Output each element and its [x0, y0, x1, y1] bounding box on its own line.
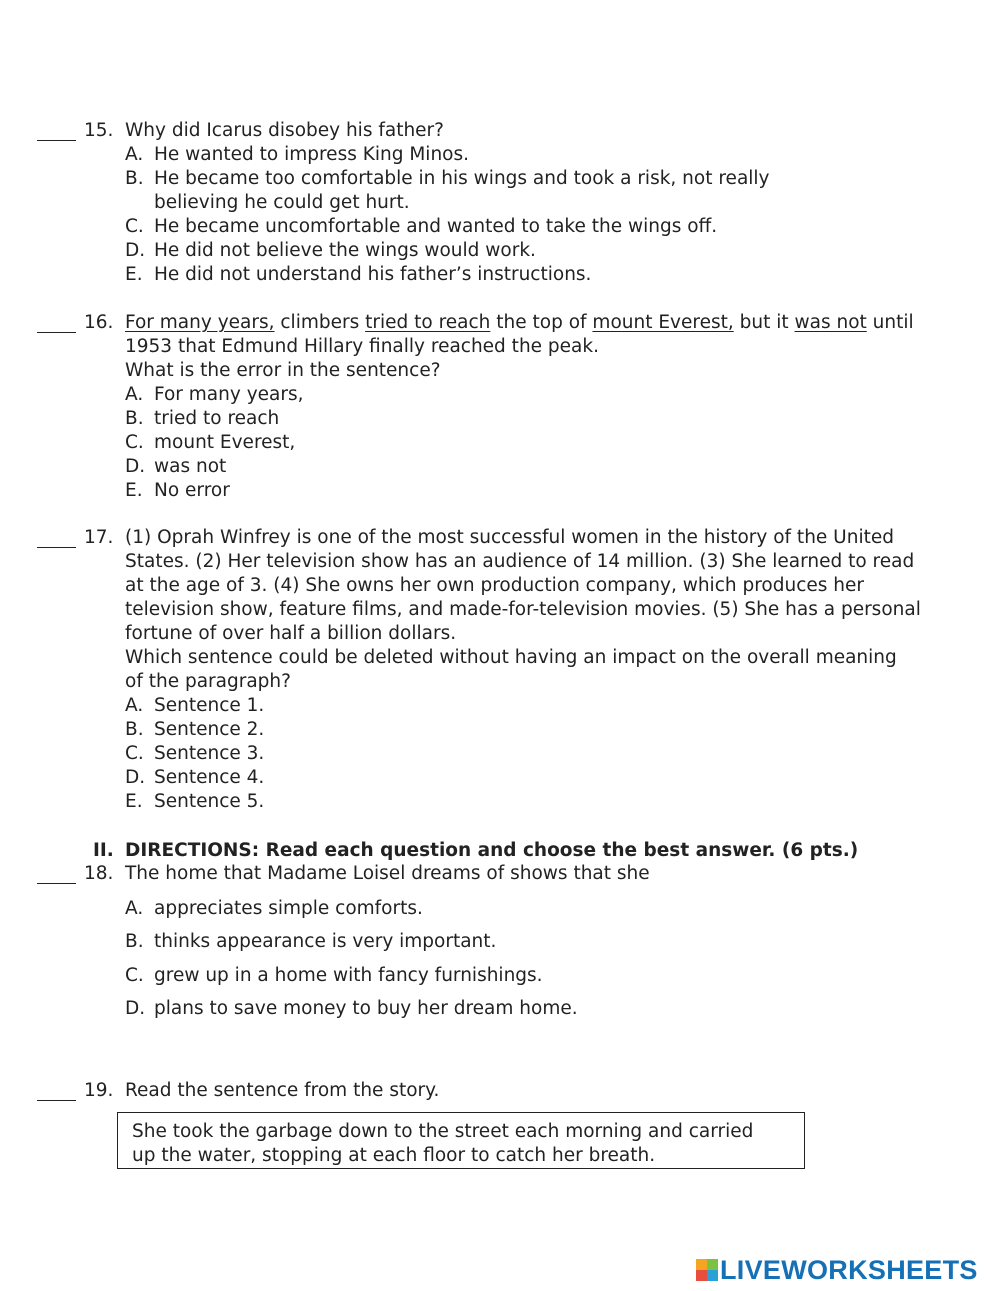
- q19-quote-line-2: up the water, stopping at each floor to catch her breath.: [132, 1145, 656, 1166]
- q15-option-b-continuation: believing he could get hurt.: [154, 192, 410, 213]
- q15-option-e: E. He did not understand his father’s instructions.: [125, 264, 592, 285]
- q16-option-a: A. For many years,: [125, 384, 304, 405]
- q17-option-a: A. Sentence 1.: [125, 695, 265, 716]
- q17-option-d: D. Sentence 4.: [125, 767, 265, 788]
- q19-quote-box: [117, 1112, 805, 1169]
- q15-option-c: C. He became uncomfortable and wanted to take the wings off.: [125, 216, 718, 237]
- q16-underlined-segment-d: was not: [794, 312, 867, 333]
- q16-question: What is the error in the sentence?: [125, 360, 441, 381]
- q16-sentence-line-2: 1953 that Edmund Hillary finally reached the peak.: [125, 336, 599, 357]
- q19-quote-line-1: She took the garbage down to the street each morning and carried: [132, 1121, 754, 1142]
- q17-paragraph-line-3: at the age of 3. (4) She owns her own production company, which produces her: [125, 575, 864, 596]
- logo-text: LIVEWORKSHEETS: [720, 1255, 978, 1285]
- q17-question-line-2: of the paragraph?: [125, 671, 291, 692]
- q19-answer-blank[interactable]: [37, 1100, 76, 1101]
- q16-sentence-line-1: For many years, climbers tried to reach the top of mount Everest, but it was not until: [125, 312, 914, 333]
- q16-underlined-segment-a: For many years,: [125, 312, 275, 333]
- q16-option-c: C. mount Everest,: [125, 432, 296, 453]
- q18-option-b: B. thinks appearance is very important.: [125, 931, 497, 952]
- q17-paragraph-line-5: fortune of over half a billion dollars.: [125, 623, 457, 644]
- q17-option-b: B. Sentence 2.: [125, 719, 265, 740]
- q16-number: 16.: [84, 312, 114, 333]
- q19-question: Read the sentence from the story.: [125, 1080, 440, 1101]
- q17-option-c: C. Sentence 3.: [125, 743, 265, 764]
- q17-question-line-1: Which sentence could be deleted without having an impact on the overall meaning: [125, 647, 897, 668]
- q18-question: The home that Madame Loisel dreams of shows that she: [125, 863, 650, 884]
- q16-underlined-segment-b: tried to reach: [365, 312, 491, 333]
- q17-option-e: E. Sentence 5.: [125, 791, 265, 812]
- q18-number: 18.: [84, 863, 114, 884]
- q16-option-b: B. tried to reach: [125, 408, 280, 429]
- q15-option-b: B. He became too comfortable in his wings and took a risk, not really: [125, 168, 770, 189]
- q17-paragraph-line-2: States. (2) Her television show has an audience of 14 million. (3) She learned to read: [125, 551, 915, 572]
- q18-option-a: A. appreciates simple comforts.: [125, 898, 423, 919]
- q18-option-d: D. plans to save money to buy her dream home.: [125, 998, 578, 1019]
- q16-underlined-segment-c: mount Everest,: [592, 312, 734, 333]
- directions-text: DIRECTIONS: Read each question and choose the best answer. (6 pts.): [125, 840, 859, 861]
- q17-paragraph-line-4: television show, feature films, and made-for-television movies. (5) She has a personal: [125, 599, 921, 620]
- q17-number: 17.: [84, 527, 114, 548]
- q15-answer-blank[interactable]: [37, 140, 76, 141]
- q19-number: 19.: [84, 1080, 114, 1101]
- q15-number: 15.: [84, 120, 114, 141]
- q15-option-a: A. He wanted to impress King Minos.: [125, 144, 470, 165]
- liveworksheets-logo-icon: [696, 1259, 718, 1281]
- q18-option-c: C. grew up in a home with fancy furnishings.: [125, 965, 543, 986]
- section-2-directions: [93, 839, 858, 863]
- q17-paragraph-line-1: (1) Oprah Winfrey is one of the most successful women in the history of the United: [125, 527, 894, 548]
- q18-answer-blank[interactable]: [37, 883, 76, 884]
- section-numeral: II.: [93, 840, 114, 861]
- q15-option-d: D. He did not believe the wings would work.: [125, 240, 536, 261]
- q17-answer-blank[interactable]: [37, 547, 76, 548]
- q16-option-d: D. was not: [125, 456, 227, 477]
- q15-question: Why did Icarus disobey his father?: [125, 120, 444, 141]
- q16-option-e: E. No error: [125, 480, 230, 501]
- liveworksheets-logo[interactable]: [696, 1255, 978, 1285]
- q16-answer-blank[interactable]: [37, 332, 76, 333]
